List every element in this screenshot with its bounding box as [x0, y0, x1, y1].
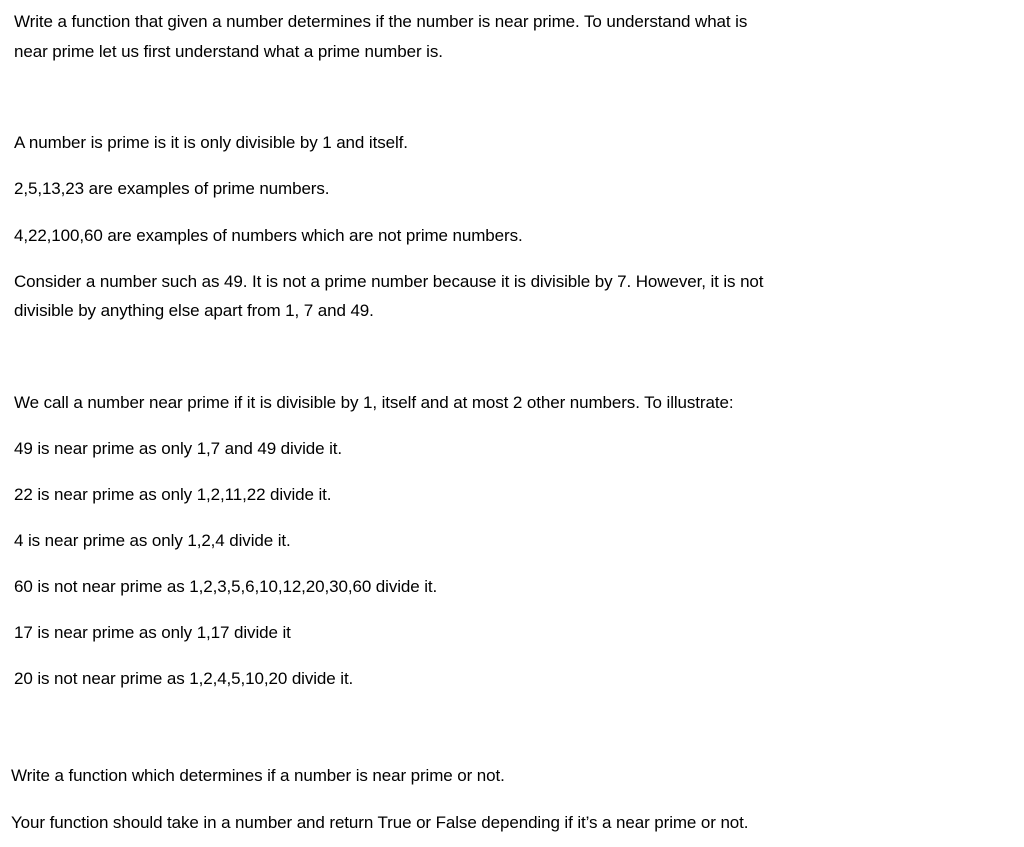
- example-4: 4 is near prime as only 1,2,4 divide it.: [14, 531, 291, 550]
- near-prime-definition: We call a number near prime if it is divisible by 1, itself and at most 2 other numbers. To illustrate:: [14, 393, 734, 412]
- prime-examples: 2,5,13,23 are examples of prime numbers.: [14, 179, 330, 198]
- example-49: 49 is near prime as only 1,7 and 49 divide it.: [14, 439, 343, 458]
- return-spec: Your function should take in a number and return True or False depending if it’s a near prime or not.: [11, 813, 749, 832]
- non-prime-examples: 4,22,100,60 are examples of numbers which are not prime numbers.: [14, 226, 523, 245]
- consider-line-2: divisible by anything else apart from 1, 7 and 49.: [14, 301, 374, 320]
- example-17: 17 is near prime as only 1,17 divide it: [14, 623, 291, 642]
- intro-line-2: near prime let us first understand what a prime number is.: [14, 42, 443, 61]
- example-22: 22 is near prime as only 1,2,11,22 divide it.: [14, 485, 332, 504]
- example-60: 60 is not near prime as 1,2,3,5,6,10,12,20,30,60 divide it.: [14, 577, 438, 596]
- task-statement: Write a function which determines if a number is near prime or not.: [11, 766, 505, 785]
- intro-line-1: Write a function that given a number determines if the number is near prime. To understand what is: [14, 12, 748, 31]
- prime-definition: A number is prime is it is only divisible by 1 and itself.: [14, 133, 408, 152]
- example-20: 20 is not near prime as 1,2,4,5,10,20 divide it.: [14, 669, 354, 688]
- consider-line-1: Consider a number such as 49. It is not a prime number because it is divisible by 7. However, it is not: [14, 272, 764, 291]
